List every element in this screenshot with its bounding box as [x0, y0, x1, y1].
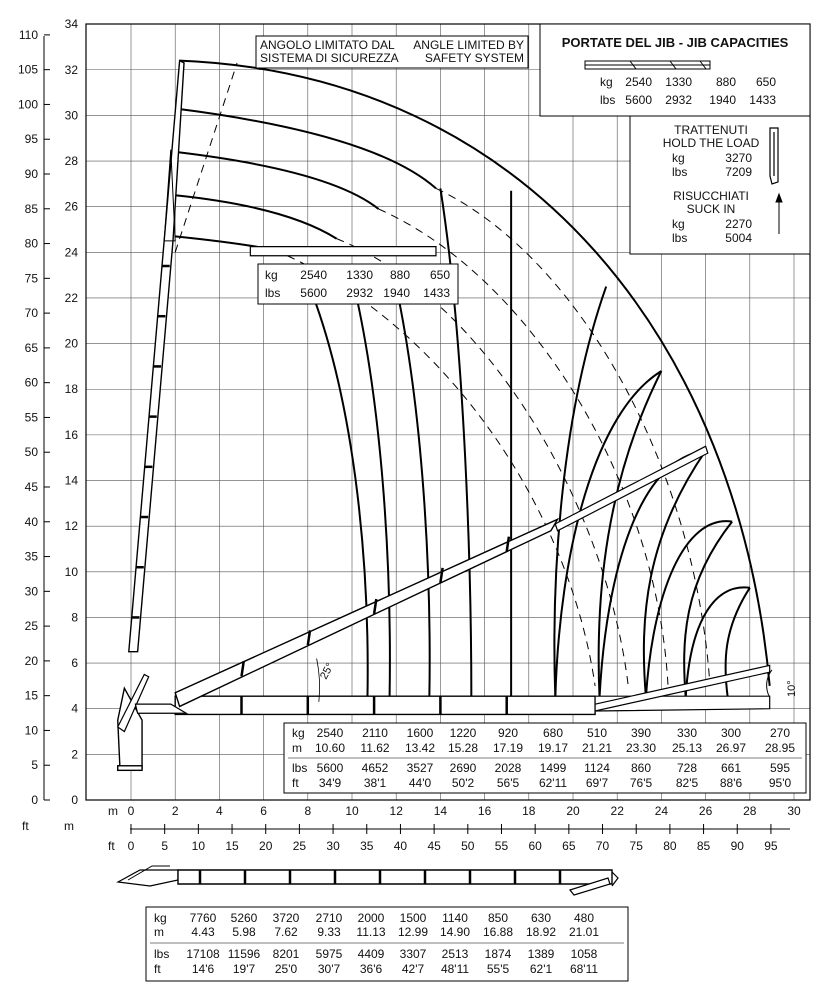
ft-bottom-tick-label: 40	[393, 839, 408, 853]
lower-table-cell-kg: 300	[720, 726, 742, 740]
ft-bottom-tick-label: 80	[663, 839, 677, 853]
suck-it-label: RISUCCHIATI	[673, 189, 749, 203]
crane-footplate	[118, 766, 142, 771]
ft-left-tick-label: 110	[18, 27, 38, 42]
ft-bottom-tick-label: 55	[494, 839, 509, 853]
bottom-table-cell-lbs: 5975	[315, 947, 343, 961]
m-bottom-tick-label: 24	[654, 804, 669, 818]
lower-table-cell-kg: 510	[586, 726, 608, 740]
lower-table-cell-ft: 56'5	[496, 776, 520, 790]
stowed-boom	[178, 870, 612, 884]
note-it-line1: ANGOLO LIMITATO DAL	[260, 38, 395, 52]
bottom-table-row-label: m	[154, 925, 164, 939]
bottom-table-cell-ft: 19'7	[232, 962, 256, 976]
jib-panel-lbs-value: 5600	[625, 93, 652, 107]
ft-left-tick-label: 15	[24, 688, 38, 703]
lower-table-cell-lbs: 5600	[316, 761, 344, 775]
jib-envelope-curve	[175, 152, 378, 209]
bottom-table-cell-ft: 62'1	[529, 962, 553, 976]
jib-panel-lbs-value: 2932	[665, 93, 692, 107]
lower-table-cell-kg: 1600	[406, 726, 434, 740]
bottom-table-cell-kg: 2000	[357, 911, 385, 925]
hold-lbs-value: 7209	[725, 165, 752, 179]
m-left-tick-label: 6	[71, 656, 78, 671]
ft-left-tick-label: 25	[24, 619, 38, 634]
ft-left-tick-label: 20	[24, 653, 38, 668]
bottom-table-cell-m: 4.43	[191, 925, 215, 939]
bottom-table-cell-lbs: 8201	[272, 947, 300, 961]
top-horizontal-jib	[250, 247, 436, 256]
ft-axis-left-ticks	[18, 28, 50, 807]
m-left-tick-label: 22	[64, 290, 78, 305]
lower-table-cell-lbs: 2028	[494, 761, 522, 775]
bottom-table-cell-lbs: 1058	[570, 947, 598, 961]
bottom-table-cell-lbs: 17108	[186, 947, 220, 961]
ft-left-tick-label: 85	[24, 201, 38, 216]
ft-bottom-tick-label: 15	[225, 839, 239, 853]
lower-table-cell-kg: 2110	[362, 726, 388, 740]
ft-bottom-tick-label: 25	[292, 839, 307, 853]
boom-angle-label: 25°	[318, 661, 337, 682]
lower-table-cell-ft: 38'1	[363, 776, 387, 790]
m-left-tick-label: 28	[64, 154, 78, 169]
ft-bottom-tick-label: 30	[326, 839, 340, 853]
m-left-tick-label: 10	[64, 564, 78, 579]
ft-left-tick-label: 105	[17, 62, 38, 77]
m-bottom-tick-label: 26	[698, 804, 713, 818]
m-bottom-tick-label: 10	[345, 804, 359, 818]
inclined-boom-25deg	[175, 519, 557, 706]
lower-table-cell-m: 10.60	[314, 741, 346, 755]
ft-left-tick-label: 95	[24, 132, 38, 147]
lower-table-cell-lbs: 860	[630, 761, 652, 775]
bottom-table-cell-m: 21.01	[568, 925, 600, 939]
m-left-tick-label: 32	[64, 62, 78, 77]
note-en-line2: SAFETY SYSTEM	[424, 51, 524, 65]
lower-table-row-label: lbs	[292, 761, 308, 775]
jib-panel-kg-value: 2540	[625, 75, 652, 89]
m-left-tick-label: 24	[64, 245, 78, 260]
bottom-table-row-label: ft	[154, 962, 161, 976]
bottom-table-cell-ft: 55'5	[486, 962, 510, 976]
top-table-lbs-value: 1940	[383, 286, 410, 300]
m-bottom-tick-label: 16	[477, 804, 492, 818]
m-left-tick-label: 2	[71, 747, 78, 762]
ft-bottom-tick-label: 45	[427, 839, 441, 853]
lower-table-cell-ft: 82'5	[675, 776, 699, 790]
bottom-table-row-label: lbs	[154, 947, 170, 961]
lower-table-cell-ft: 44'0	[408, 776, 432, 790]
m-left-tick-label: 20	[64, 336, 78, 351]
ft-left-tick-label: 90	[24, 167, 38, 182]
bottom-table-cell-m: 12.99	[397, 925, 429, 939]
jib-envelope-curve	[175, 195, 336, 238]
ft-left-tick-label: 5	[31, 758, 38, 773]
m-bottom-tick-label: 22	[610, 804, 624, 818]
lower-table-cell-m: 17.19	[492, 741, 524, 755]
m-bottom-tick-label: 8	[304, 804, 312, 818]
ft-bottom-tick-label: 75	[629, 839, 643, 853]
horizontal-boom	[175, 696, 595, 714]
angle-limit-dashed-line	[175, 63, 237, 252]
lower-table-cell-m: 19.17	[537, 741, 569, 755]
bottom-table-cell-lbs: 2513	[441, 947, 469, 961]
m-bottom-tick-label: 14	[433, 804, 448, 818]
ft-bottom-tick-label: 20	[259, 839, 273, 853]
ft-unit-label-left: ft	[22, 819, 29, 833]
note-it-line2: SISTEMA DI SICUREZZA	[260, 51, 399, 65]
ft-left-tick-label: 50	[24, 445, 38, 460]
bottom-capacity-table	[146, 907, 628, 981]
ft-bottom-tick-label: 35	[360, 839, 374, 853]
m-bottom-tick-label: 12	[389, 804, 403, 818]
lower-table-cell-ft: 34'9	[318, 776, 342, 790]
ft-left-tick-label: 45	[24, 480, 38, 495]
m-bottom-tick-label: 6	[260, 804, 267, 818]
inclined-jib	[555, 446, 707, 530]
top-table-lbs-value: 1433	[423, 286, 450, 300]
bottom-table-cell-m: 7.62	[274, 925, 298, 939]
bottom-table-cell-lbs: 11596	[227, 947, 261, 961]
lower-table-cell-kg: 390	[630, 726, 652, 740]
lower-table-cell-kg: 330	[676, 726, 698, 740]
ft-bottom-tick-label: 10	[191, 839, 206, 853]
stowed-crane-base	[118, 870, 178, 886]
ft-left-tick-label: 10	[24, 723, 38, 738]
jib-panel-kg-value: 1330	[665, 75, 692, 89]
bottom-table-cell-ft: 30'7	[317, 962, 341, 976]
lower-table-cell-m: 28.95	[764, 741, 796, 755]
bottom-table-cell-m: 11.13	[356, 925, 386, 939]
m-left-tick-label: 18	[64, 382, 78, 397]
lower-table-cell-lbs: 595	[769, 761, 791, 775]
lower-table-cell-m: 15.28	[447, 741, 479, 755]
hold-lbs-label: lbs	[672, 165, 688, 179]
bottom-table-cell-kg: 850	[487, 911, 509, 925]
hold-it-label: TRATTENUTI	[674, 123, 748, 137]
m-bottom-tick-label: 28	[743, 804, 757, 818]
lower-table-cell-kg: 270	[769, 726, 791, 740]
bottom-table-cell-m: 9.33	[317, 925, 341, 939]
m-left-tick-label: 16	[64, 427, 78, 442]
load-curve	[396, 287, 429, 698]
bottom-table-cell-ft: 68'11	[569, 962, 599, 976]
bottom-table-cell-m: 16.88	[482, 925, 514, 939]
load-curve	[644, 451, 706, 697]
lower-table-cell-kg: 1220	[449, 726, 477, 740]
m-left-tick-label: 30	[64, 108, 78, 123]
hold-en-label: HOLD THE LOAD	[662, 136, 760, 150]
jib-panel-lbs-value: 1433	[749, 93, 776, 107]
jib-angle-label: 10°	[786, 680, 798, 697]
jib-dashed-envelope	[275, 250, 595, 686]
jib-capacities-panel	[540, 24, 810, 254]
ft-bottom-tick-label: 65	[562, 839, 576, 853]
lower-table-cell-kg: 680	[542, 726, 564, 740]
lower-table-cell-kg: 920	[497, 726, 519, 740]
bottom-table-cell-kg: 7760	[189, 911, 217, 925]
m-bottom-tick-label: 30	[787, 804, 801, 818]
lower-table-cell-ft: 62'11	[538, 776, 568, 790]
ft-left-tick-label: 65	[24, 340, 38, 355]
boom-angle-arc	[317, 659, 320, 702]
ft-left-tick-label: 75	[24, 271, 38, 286]
lower-capacity-table	[284, 723, 806, 793]
lower-table-cell-lbs: 728	[676, 761, 698, 775]
hold-kg-value: 3270	[725, 151, 752, 165]
top-table-kg-value: 650	[429, 268, 450, 282]
stowed-crane-drawing	[118, 866, 618, 895]
m-left-tick-label: 14	[64, 473, 78, 488]
ft-bottom-tick-label: 90	[730, 839, 744, 853]
m-axis-left-ticks	[65, 17, 79, 807]
bottom-table-cell-ft: 42'7	[401, 962, 425, 976]
ft-bottom-tick-label: 70	[595, 839, 610, 853]
jib-panel-kg-value: 880	[715, 75, 736, 89]
suck-lbs-label: lbs	[672, 231, 688, 245]
bottom-table-cell-m: 14.90	[439, 925, 471, 939]
bottom-table-cell-kg: 630	[530, 911, 552, 925]
ft-bottom-tick-label: 50	[461, 839, 475, 853]
ft-bottom-tick-label: 95	[764, 839, 778, 853]
m-left-tick-label: 34	[64, 17, 78, 32]
bottom-table-cell-lbs: 1874	[484, 947, 512, 961]
bottom-table-cell-m: 18.92	[525, 925, 557, 939]
lower-table-cell-ft: 76'5	[629, 776, 653, 790]
hold-kg-label: kg	[672, 151, 685, 165]
ft-left-tick-label: 60	[24, 375, 38, 390]
bottom-table-cell-kg: 3720	[272, 911, 300, 925]
top-table-lbs-label: lbs	[265, 286, 281, 300]
top-table-kg-value: 1330	[346, 268, 373, 282]
stowed-boom-tip	[612, 872, 618, 886]
bottom-table-cell-lbs: 4409	[357, 947, 385, 961]
bottom-table-cell-kg: 5260	[230, 911, 258, 925]
ft-left-tick-label: 30	[24, 584, 38, 599]
lower-table-row-label: m	[292, 741, 302, 755]
lower-table-row-label: kg	[292, 726, 305, 740]
lower-table-cell-kg: 2540	[316, 726, 344, 740]
suck-kg-value: 2270	[725, 217, 752, 231]
lower-table-cell-lbs: 2690	[449, 761, 477, 775]
ft-left-tick-label: 55	[24, 410, 38, 425]
jib-panel-kg-label: kg	[600, 75, 613, 89]
top-table-lbs-value: 2932	[346, 286, 373, 300]
ft-left-tick-label: 70	[24, 306, 38, 321]
lower-table-cell-ft: 88'6	[719, 776, 743, 790]
lower-table-cell-lbs: 1124	[584, 761, 610, 775]
m-left-tick-label: 26	[64, 199, 78, 214]
lower-table-cell-lbs: 661	[720, 761, 742, 775]
jib-panel-lbs-value: 1940	[709, 93, 736, 107]
ft-bottom-tick-label: 0	[127, 839, 135, 853]
jib-panel-title: PORTATE DEL JIB - JIB CAPACITIES	[561, 35, 789, 50]
ft-bottom-tick-label: 5	[161, 839, 169, 853]
top-jib-table	[258, 264, 458, 304]
bottom-table-cell-ft: 48'11	[440, 962, 470, 976]
bottom-table-cell-ft: 14'6	[191, 962, 215, 976]
suck-lbs-value: 5004	[725, 231, 752, 245]
ft-left-tick-label: 80	[24, 236, 38, 251]
bottom-table-cell-lbs: 1389	[527, 947, 555, 961]
m-left-tick-label: 4	[71, 701, 78, 716]
top-table-lbs-value: 5600	[300, 286, 327, 300]
m-axis-bottom-ticks	[128, 804, 801, 818]
lower-table-cell-lbs: 4652	[361, 761, 389, 775]
bottom-table-cell-m: 5.98	[232, 925, 256, 939]
lower-table-cell-m: 25.13	[671, 741, 703, 755]
bottom-table-cell-ft: 25'0	[274, 962, 298, 976]
ft-axis-bottom-ticks	[128, 824, 778, 853]
lower-table-cell-ft: 95'0	[768, 776, 792, 790]
lower-table-cell-m: 13.42	[404, 741, 436, 755]
ft-unit-label-bottom: ft	[108, 839, 115, 853]
lower-table-cell-lbs: 1499	[539, 761, 567, 775]
bottom-table-cell-lbs: 3307	[399, 947, 427, 961]
bottom-table-cell-kg: 480	[573, 911, 595, 925]
suck-en-label: SUCK IN	[686, 202, 736, 216]
m-bottom-tick-label: 2	[171, 804, 179, 818]
jib-panel-kg-value: 650	[755, 75, 776, 89]
suck-kg-label: kg	[672, 217, 685, 231]
m-bottom-tick-label: 20	[566, 804, 580, 818]
m-left-tick-label: 12	[64, 519, 78, 534]
m-left-tick-label: 0	[71, 793, 78, 807]
angle-limited-note	[256, 36, 528, 68]
m-left-tick-label: 8	[71, 610, 78, 625]
ft-bottom-tick-label: 85	[696, 839, 711, 853]
bottom-table-row-label: kg	[154, 911, 167, 925]
m-unit-label-left: m	[64, 819, 74, 833]
lower-table-cell-m: 23.30	[625, 741, 657, 755]
bottom-table-cell-ft: 36'6	[359, 962, 383, 976]
load-curve	[354, 287, 390, 698]
m-bottom-tick-label: 18	[522, 804, 536, 818]
m-bottom-tick-label: 4	[216, 804, 223, 818]
jib-panel-lbs-label: lbs	[600, 93, 616, 107]
ft-left-tick-label: 0	[31, 793, 38, 807]
bottom-table-cell-kg: 2710	[315, 911, 343, 925]
ft-bottom-tick-label: 60	[528, 839, 542, 853]
lower-table-cell-m: 21.21	[581, 741, 613, 755]
vertical-boom	[129, 61, 184, 652]
ft-left-tick-label: 35	[24, 549, 38, 564]
ft-left-tick-label: 40	[24, 514, 38, 529]
lower-table-cell-m: 11.62	[360, 741, 390, 755]
note-en-line1: ANGLE LIMITED BY	[413, 38, 524, 52]
lower-table-row-label: ft	[292, 776, 299, 790]
bottom-table-cell-kg: 1140	[442, 911, 468, 925]
ft-left-tick-label: 100	[17, 97, 38, 112]
top-table-kg-value: 2540	[300, 268, 327, 282]
lower-table-cell-ft: 69'7	[585, 776, 609, 790]
m-unit-label-bottom: m	[108, 804, 118, 818]
top-table-kg-label: kg	[265, 268, 278, 282]
lower-table-cell-ft: 50'2	[451, 776, 475, 790]
top-table-kg-value: 880	[389, 268, 410, 282]
lower-table-cell-lbs: 3527	[406, 761, 434, 775]
bottom-table-cell-kg: 1500	[399, 911, 427, 925]
m-bottom-tick-label: 0	[127, 804, 135, 818]
lower-table-cell-m: 26.97	[715, 741, 747, 755]
